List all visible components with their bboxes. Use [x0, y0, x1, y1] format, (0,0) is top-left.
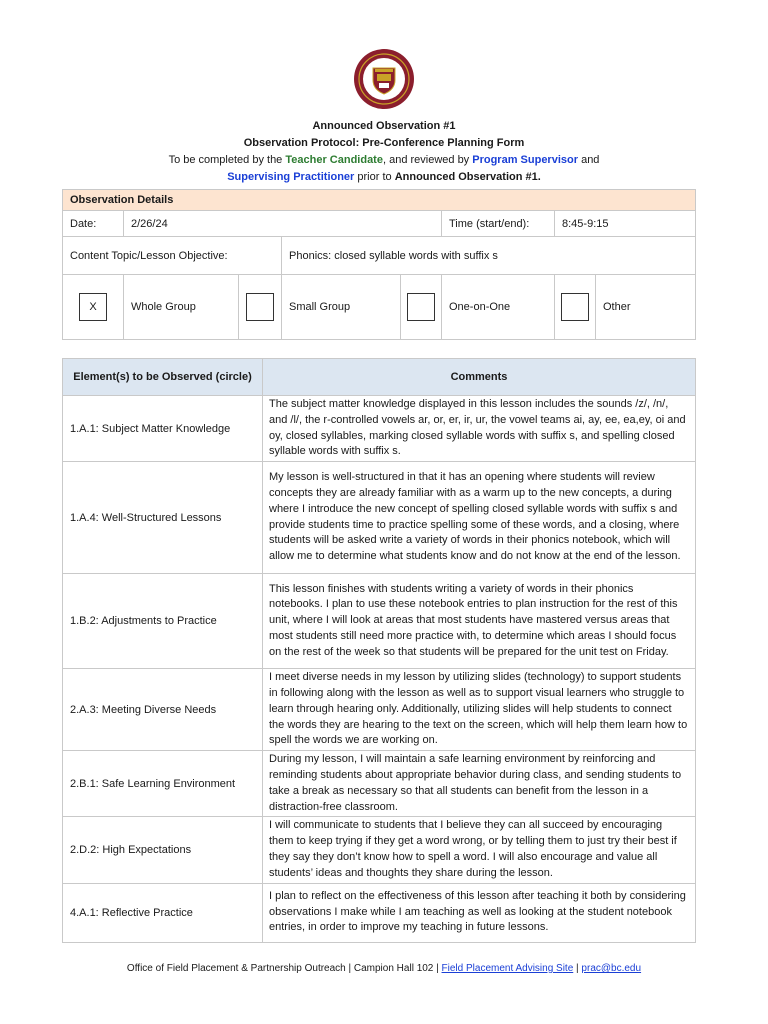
program-supervisor: Program Supervisor: [472, 154, 579, 166]
whole-group-label: Whole Group: [124, 275, 239, 340]
element-comment: This lesson finishes with students writing a variety of words in their phonics notebooks. I plan to use these notebook entries to plan instruction for the rest of this unit, where I will look at areas that most students have mastered versus areas that most students still need more practice with, to determine which areas I should focus on the rest of the week so that students will be prepared for the unit test on Friday.: [263, 574, 696, 669]
comments-col-header: Comments: [263, 359, 696, 396]
table-row: [63, 751, 696, 817]
one-on-one-label: One-on-One: [442, 275, 555, 340]
element-comment: I will communicate to students that I believe they can all succeed by encouraging them to keep trying if they get a word wrong, or by telling them to just try their best if they say they don’t know how to spell a word. I will also encourage and value all students’ ideas and thoughts they share during the lesson.: [263, 817, 696, 883]
element-name[interactable]: 2.A.3: Meeting Diverse Needs: [63, 669, 263, 751]
footer: [0, 963, 768, 974]
table-row: [63, 396, 696, 462]
line3-post: and: [578, 154, 600, 166]
whole-group-checkbox-cell: [63, 275, 124, 340]
other-checkbox-cell: [555, 275, 596, 340]
element-comment: I meet diverse needs in my lesson by utilizing slides (technology) to support students in following along with the lesson as well as to support visual learners who struggle to learn through hearing only. Additionally, utilizing slides will help students to connect the words they are hearing to the text on the screen, which will help them learn how to spell the words we are working on.: [263, 669, 696, 751]
element-comment: During my lesson, I will maintain a safe learning environment by reinforcing and reminding students about appropriate behavior during class, and sending students to take a break as necessary so that all students can benefit from the lesson in a distraction-free classroom.: [263, 751, 696, 817]
time-label: Time (start/end):: [442, 211, 555, 237]
element-name[interactable]: 2.D.2: High Expectations: [63, 817, 263, 883]
date-value[interactable]: 2/26/24: [124, 211, 442, 237]
elements-col-header: Element(s) to be Observed (circle): [63, 359, 263, 396]
time-value[interactable]: 8:45-9:15: [555, 211, 696, 237]
table-row: [63, 883, 696, 942]
element-name[interactable]: 1.A.4: Well-Structured Lessons: [63, 462, 263, 574]
table-row: [63, 462, 696, 574]
form-header: [0, 118, 768, 186]
other-checkbox[interactable]: [561, 293, 589, 321]
details-title: Observation Details: [63, 190, 696, 211]
element-name[interactable]: 1.B.2: Adjustments to Practice: [63, 574, 263, 669]
header-line1: Announced Observation #1: [312, 120, 456, 132]
footer-sep: |: [573, 963, 582, 974]
small-group-checkbox[interactable]: [246, 293, 274, 321]
college-seal-logo: [353, 48, 415, 110]
element-name[interactable]: 4.A.1: Reflective Practice: [63, 883, 263, 942]
line4-mid: prior to: [354, 171, 395, 183]
one-on-one-checkbox-cell: [401, 275, 442, 340]
one-on-one-checkbox[interactable]: [407, 293, 435, 321]
element-name[interactable]: 2.B.1: Safe Learning Environment: [63, 751, 263, 817]
small-group-checkbox-cell: [239, 275, 282, 340]
topic-value[interactable]: Phonics: closed syllable words with suffix s: [282, 237, 696, 275]
element-comment: The subject matter knowledge displayed in this lesson includes the sounds /z/, /n/, and /l/, the r-controlled vowels ar, or, er, ir, ur, the vowel teams ai, ay, ee, ea,ey, oi and oy, closed syllables, marking closed syllable words with suffix s, and spelling closed syllable words with suffix s.: [263, 396, 696, 462]
observation-details-table: [62, 189, 696, 340]
date-label: Date:: [63, 211, 124, 237]
header-line3: [0, 152, 768, 169]
element-name[interactable]: 1.A.1: Subject Matter Knowledge: [63, 396, 263, 462]
teacher-candidate: Teacher Candidate: [285, 154, 383, 166]
topic-label: Content Topic/Lesson Objective:: [63, 237, 282, 275]
line3-mid: , and reviewed by: [382, 154, 473, 166]
line3-pre: To be completed by the: [168, 154, 286, 166]
elements-table: [62, 358, 696, 943]
line4-end: Announced Observation #1.: [394, 171, 541, 183]
table-row: [63, 669, 696, 751]
email-link[interactable]: prac@bc.edu: [581, 963, 642, 974]
table-row: [63, 574, 696, 669]
other-label: Other: [596, 275, 696, 340]
field-placement-link[interactable]: Field Placement Advising Site: [441, 963, 574, 974]
element-comment: My lesson is well-structured in that it has an opening where students will review concepts they are already familiar with as a warm up to the new concepts, a during where I introduce the new concept of spelling closed syllable words with suffix s and provide students time to practice spelling some of these words, and a closing, where students will be asked write a variety of words in their phonics notebook, which will allow me to determine what students know and do not know at the end of the lesson.: [263, 462, 696, 574]
whole-group-checkbox[interactable]: X: [79, 293, 107, 321]
header-line4: [0, 169, 768, 186]
header-line2: Observation Protocol: Pre-Conference Planning Form: [243, 137, 525, 149]
small-group-label: Small Group: [282, 275, 401, 340]
element-comment: I plan to reflect on the effectiveness of this lesson after teaching it both by considering observations I make while I am teaching as well as looking at the student notebook entries, in order to improve my teaching in future lessons.: [263, 883, 696, 942]
table-row: [63, 817, 696, 883]
supervising-practitioner: Supervising Practitioner: [227, 171, 355, 183]
footer-text: Office of Field Placement & Partnership Outreach | Campion Hall 102 |: [126, 963, 442, 974]
